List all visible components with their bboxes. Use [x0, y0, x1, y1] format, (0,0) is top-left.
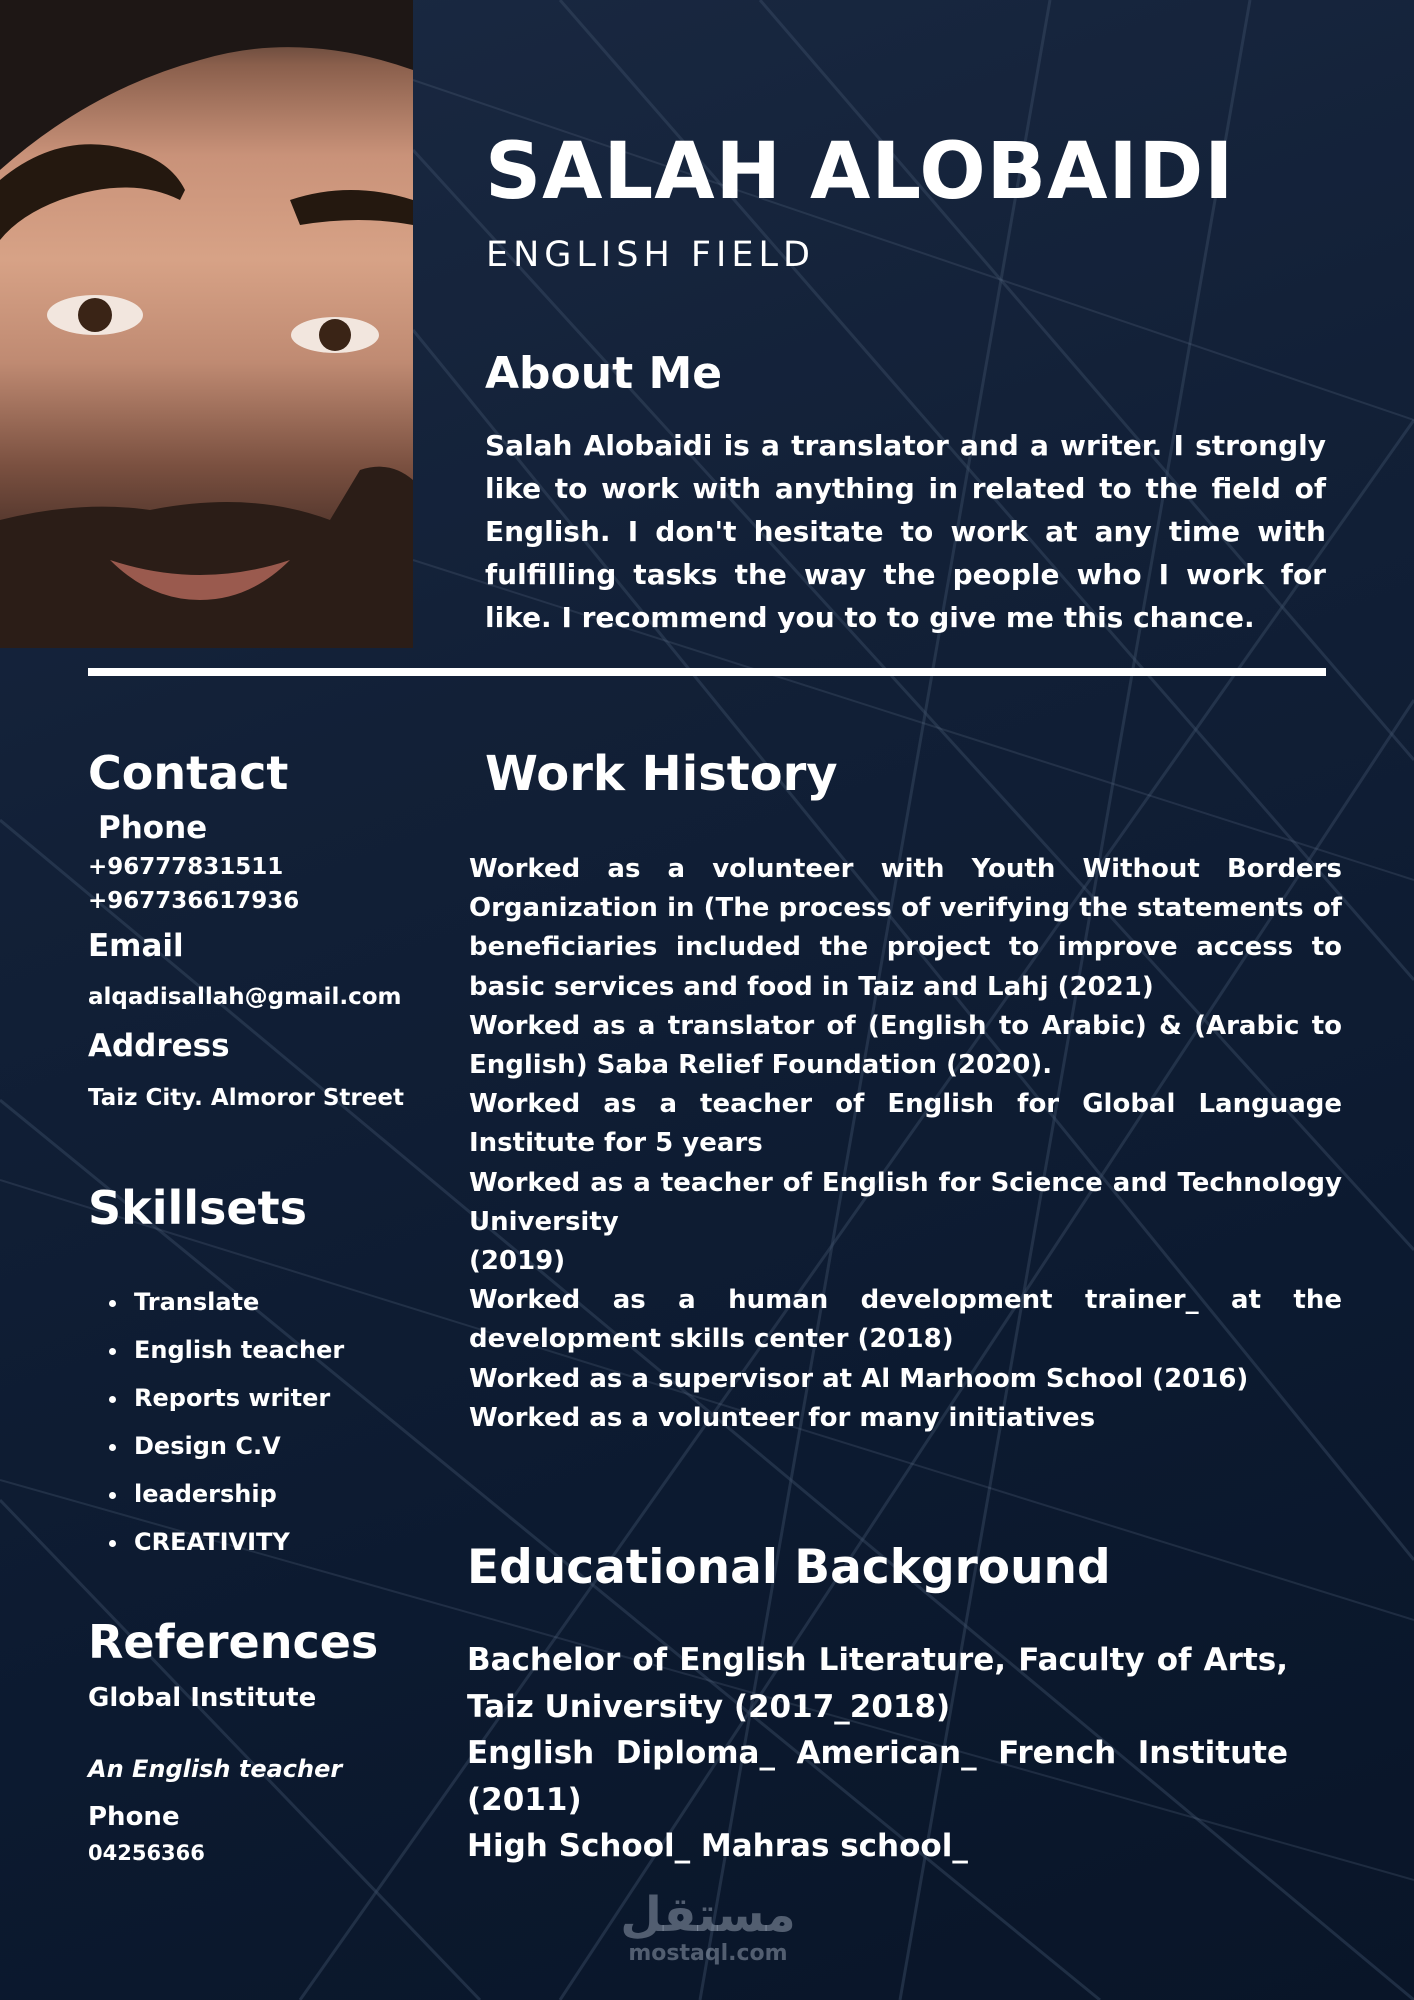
contact-phone-label: Phone	[98, 810, 208, 846]
contact-phone-1: +96777831511	[88, 854, 284, 880]
skill-item: • Design C.V	[130, 1422, 344, 1470]
contact-address: Taiz City. Almoror Street	[88, 1085, 404, 1111]
work-history-item: Worked as a human development trainer_ at the development skills center (2018)	[469, 1285, 1342, 1355]
skill-item: • Translate	[130, 1278, 344, 1326]
education-list	[467, 1637, 1288, 1870]
skill-item: • Reports writer	[130, 1374, 344, 1422]
education-heading: Educational Background	[467, 1540, 1111, 1595]
skill-item: • CREATIVITY	[130, 1518, 344, 1566]
education-item: High School_ Mahras school_	[467, 1828, 968, 1864]
skill-item: • leadership	[130, 1470, 344, 1518]
watermark-site: mostaql.com	[628, 1941, 788, 1966]
work-history-item: Worked as a supervisor at Al Marhoom School (2016)	[469, 1363, 1249, 1394]
references-heading: References	[88, 1615, 379, 1669]
mostaql-watermark	[620, 1888, 796, 1966]
work-history-item: (2019)	[469, 1246, 566, 1277]
work-history-item: Worked as a volunteer for many initiatives	[469, 1402, 1096, 1433]
education-item: English Diploma_ American_ French Institute (2011)	[467, 1735, 1288, 1818]
reference-phone-label: Phone	[88, 1802, 180, 1832]
about-text: Salah Alobaidi is a translator and a writer. I strongly like to work with anything in related to the field of English. I don't hesitate to work at any time with fulfilling tasks the way the people who I work for like. I recommend you to to give me this chance.	[485, 429, 1326, 634]
contact-phone-2: +967736617936	[88, 888, 300, 914]
work-history-item: Worked as a translator of (English to Arabic) & (Arabic to English) Saba Relief Foundation (2020).	[469, 1010, 1342, 1081]
contact-email: alqadisallah@gmail.com	[88, 984, 402, 1010]
profile-photo	[0, 0, 413, 648]
candidate-field: ENGLISH FIELD	[486, 235, 815, 275]
skill-item: • English teacher	[130, 1326, 344, 1374]
reference-phone: 04256366	[88, 1841, 205, 1865]
work-history-item: Worked as a teacher of English for Global Language Institute for 5 years	[469, 1089, 1342, 1159]
work-history-list	[469, 850, 1342, 1438]
skillsets-heading: Skillsets	[88, 1181, 307, 1235]
contact-heading: Contact	[88, 746, 289, 800]
about-heading: About Me	[485, 348, 723, 399]
work-history-item: Worked as a teacher of English for Science and Technology University	[469, 1167, 1342, 1237]
work-history-heading: Work History	[485, 746, 838, 802]
reference-role: An English teacher	[88, 1755, 343, 1783]
watermark-arabic: مستقل	[620, 1887, 796, 1943]
education-item: Bachelor of English Literature, Faculty of Arts, Taiz University (2017_2018)	[467, 1642, 1288, 1725]
candidate-name: SALAH ALOBAIDI	[485, 127, 1235, 217]
work-history-item: Worked as a volunteer with Youth Without Borders Organization in (The process of verifying the statements of beneficiaries included the project to improve access to basic services and food in Taiz and Lahj (2021)	[469, 854, 1342, 1002]
skillsets-list	[94, 1278, 344, 1566]
contact-email-label: Email	[88, 928, 184, 964]
reference-org: Global Institute	[88, 1683, 317, 1713]
section-divider	[88, 668, 1326, 676]
contact-address-label: Address	[88, 1028, 230, 1064]
